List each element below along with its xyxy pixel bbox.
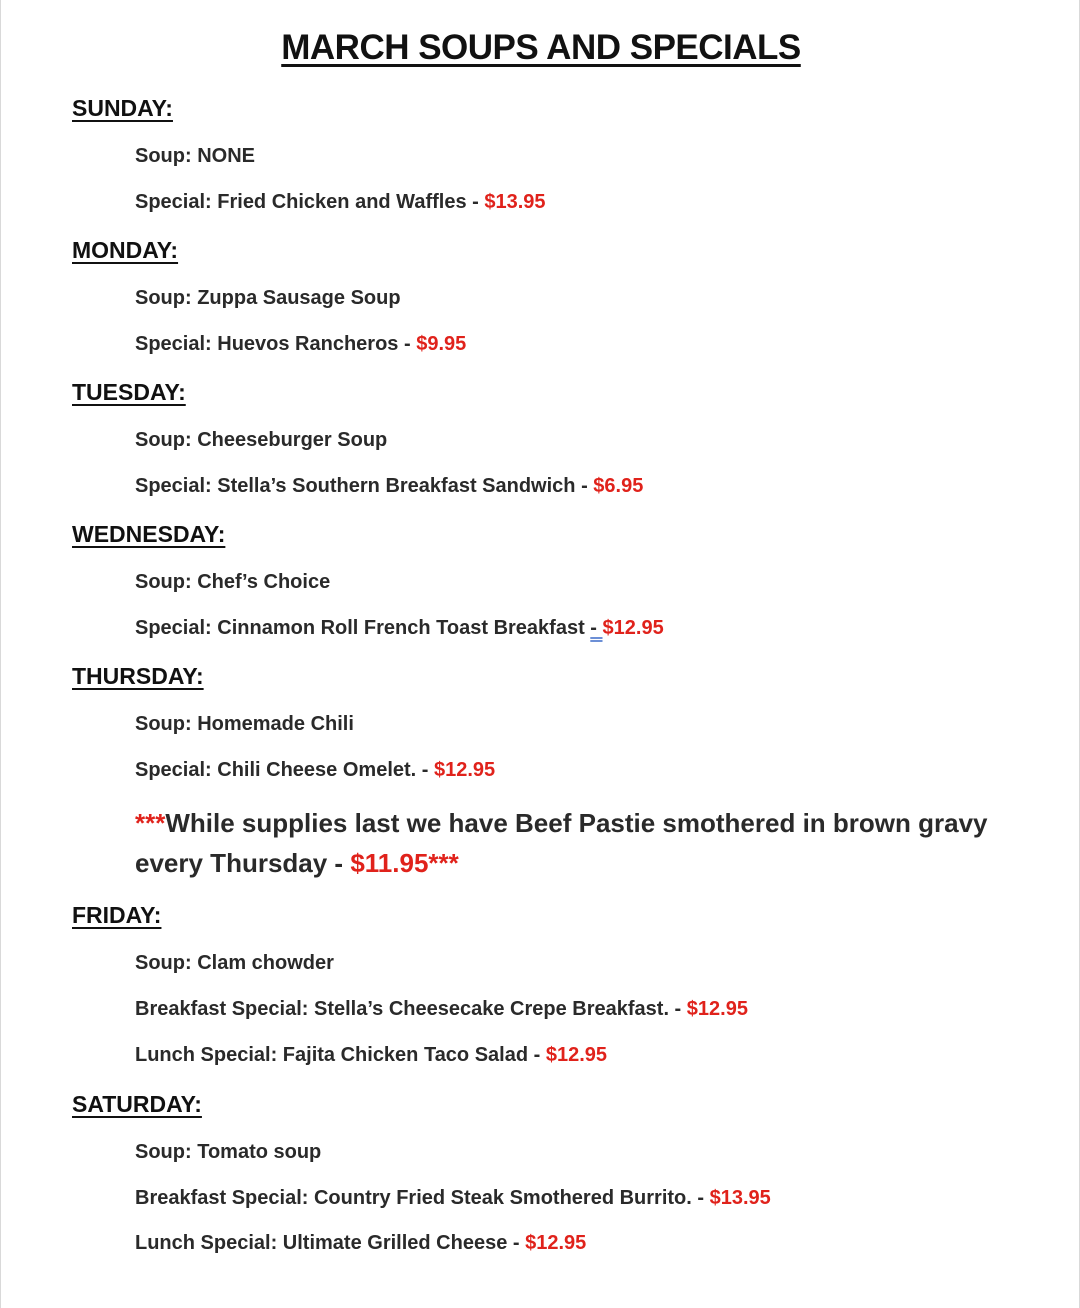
day-heading-thursday: THURSDAY:	[72, 663, 204, 689]
page-title-text: MARCH SOUPS AND SPECIALS	[281, 28, 801, 67]
special-text: Special: Stella’s Southern Breakfast Sandwich -	[135, 475, 594, 497]
special-dash: -	[590, 617, 603, 639]
day-heading-monday: MONDAY:	[72, 237, 179, 263]
price: $12.95	[433, 759, 496, 781]
breakfast-special-line-friday	[135, 998, 748, 1021]
price: $12.95	[545, 1044, 608, 1066]
special-text: Breakfast Special: Country Fried Steak Smothered Burrito. -	[135, 1187, 710, 1209]
price: $13.95	[484, 191, 546, 213]
day-heading-sunday: SUNDAY:	[72, 95, 173, 121]
special-text: Special: Huevos Rancheros -	[135, 333, 417, 355]
special-line-thursday	[135, 759, 495, 782]
price: $13.95	[709, 1187, 771, 1209]
special-text: Special: Cinnamon Roll French Toast Breakfast	[135, 617, 591, 639]
lunch-special-line-friday	[135, 1044, 607, 1067]
breakfast-special-line-saturday	[135, 1187, 771, 1210]
day-heading-friday: FRIDAY:	[72, 902, 162, 928]
special-line-monday	[135, 333, 466, 356]
day-heading-saturday: SATURDAY:	[72, 1091, 202, 1117]
soup-line-monday: Soup: Zuppa Sausage Soup	[135, 287, 401, 309]
price: $12.95	[602, 617, 664, 639]
special-line-wednesday	[135, 617, 664, 640]
soup-line-sunday: Soup: NONE	[135, 145, 255, 167]
note-stars-close: ***	[428, 848, 459, 878]
note-stars-open: ***	[135, 808, 166, 838]
page-title	[1, 28, 1080, 68]
price: $12.95	[525, 1232, 587, 1254]
soup-line-tuesday: Soup: Cheeseburger Soup	[135, 429, 388, 451]
day-heading-wednesday: WEDNESDAY:	[72, 521, 226, 547]
thursday-note	[135, 803, 1035, 883]
special-text: Special: Chili Cheese Omelet. -	[135, 759, 434, 781]
price: $12.95	[686, 998, 748, 1020]
soup-line-wednesday: Soup: Chef’s Choice	[135, 571, 331, 593]
day-heading-tuesday: TUESDAY:	[72, 379, 186, 405]
note-text: While supplies last we have Beef Pastie smothered in brown gravy every Thursday -	[135, 808, 988, 878]
special-text: Lunch Special: Fajita Chicken Taco Salad -	[135, 1044, 546, 1066]
soup-line-friday: Soup: Clam chowder	[135, 952, 334, 974]
price: $6.95	[593, 475, 644, 497]
special-text: Breakfast Special: Stella’s Cheesecake Crepe Breakfast. -	[135, 998, 687, 1020]
lunch-special-line-saturday	[135, 1232, 586, 1255]
soup-line-saturday: Soup: Tomato soup	[135, 1141, 322, 1163]
soup-line-thursday: Soup: Homemade Chili	[135, 713, 354, 735]
special-text: Lunch Special: Ultimate Grilled Cheese -	[135, 1232, 526, 1254]
special-text: Special: Fried Chicken and Waffles -	[135, 191, 485, 213]
note-price: $11.95	[350, 848, 429, 878]
price: $9.95	[416, 333, 467, 355]
special-line-tuesday	[135, 475, 643, 498]
special-line-sunday	[135, 191, 546, 214]
